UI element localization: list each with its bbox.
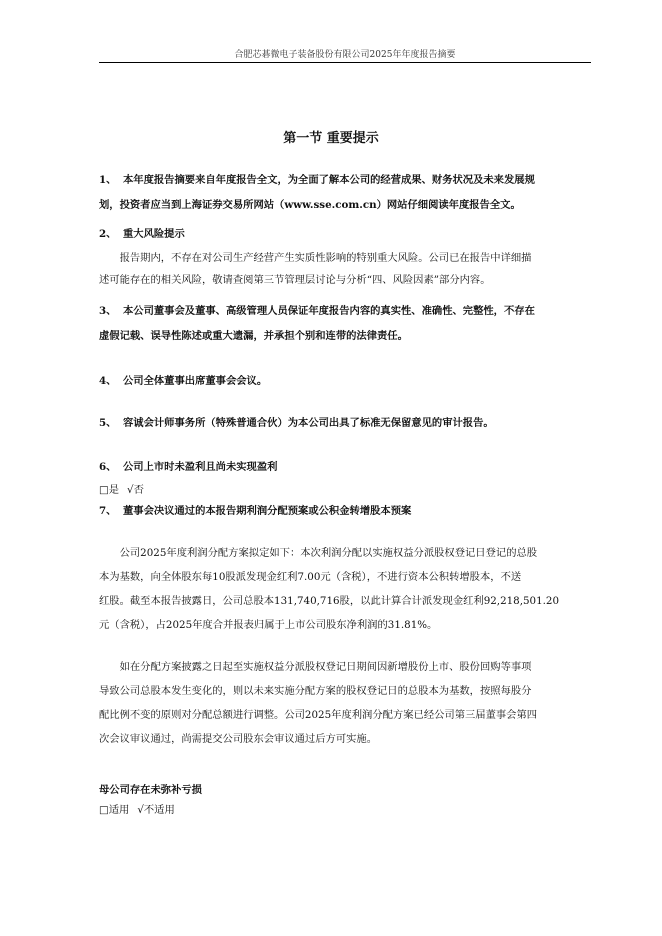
item-number: 6、 — [99, 461, 117, 473]
option-not-apply-checkbox: √不适用 — [137, 804, 175, 816]
unremedied-loss-title: 母公司存在未弥补亏损 — [99, 784, 202, 796]
section-title: 第一节 重要提示 — [283, 131, 379, 146]
item-1-text-line1: 本年度报告摘要来自年度报告全文，为全面了解本公司的经营成果、财务状况及未来发展规 — [123, 174, 535, 186]
item-2 — [99, 222, 591, 291]
item-4-text: 公司全体董事出席董事会会议。 — [123, 375, 268, 387]
paragraph-line: 配比例不变的原则对分配总额进行调整。公司2025年度利润分配方案已经公司第三届董事会第四 — [99, 709, 538, 721]
item-number: 1、 — [99, 174, 117, 186]
distribution-paragraph-2 — [99, 655, 591, 751]
paragraph-line: 红股。截至本报告披露日，公司总股本131,740,716股，以此计算合计派发现金红利92,218,501.20 — [99, 595, 560, 607]
unremedied-loss-options — [99, 800, 591, 820]
item-1-text-line2: 划，投资者应当到上海证券交易所网站（www.sse.com.cn）网站仔细阅读年度报告全文。 — [99, 199, 521, 211]
paragraph-line: 元（含税），占2025年度合并报表归属于上市公司股东净利润的31.81%。 — [99, 619, 438, 631]
distribution-paragraph-1 — [99, 541, 591, 637]
item-number: 2、 — [99, 228, 117, 240]
option-apply-checkbox: □适用 — [99, 804, 130, 816]
item-number: 5、 — [99, 417, 117, 429]
item-3-text-line2: 虚假记载、误导性陈述或重大遗漏，并承担个别和连带的法律责任。 — [99, 330, 408, 342]
item-4 — [99, 369, 591, 394]
item-3-text-line1: 本公司董事会及董事、高级管理人员保证年度报告内容的真实性、准确性、完整性，不存在 — [123, 305, 535, 317]
paragraph-line: 导致公司总股本发生变化的，则以未来实施分配方案的股权登记日的总股本为基数，按照每股分 — [99, 685, 532, 697]
paragraph-line: 本为基数，向全体股东每10股派发现金红利7.00元（含税），不进行资本公积转增股本，不送 — [99, 571, 522, 583]
item-6-options — [99, 480, 591, 500]
item-1 — [99, 168, 591, 218]
header-rule — [99, 62, 591, 63]
item-5-text: 容诚会计师事务所（特殊普通合伙）为本公司出具了标准无保留意见的审计报告。 — [123, 417, 494, 429]
unremedied-loss — [99, 780, 591, 820]
paragraph-line: 次会议审议通过，尚需提交公司股东会审议通过后方可实施。 — [99, 733, 378, 745]
item-7 — [99, 499, 591, 524]
item-2-body-line2: 述可能存在的相关风险，敬请查阅第三节管理层讨论与分析“四、风险因素”部分内容。 — [99, 274, 491, 286]
item-6-text: 公司上市时未盈利且尚未实现盈利 — [123, 461, 278, 473]
option-yes-checkbox: □是 — [99, 484, 120, 496]
item-3 — [99, 299, 591, 349]
item-number: 4、 — [99, 375, 117, 387]
item-6 — [99, 455, 591, 500]
running-header: 合肥芯碁微电子装备股份有限公司2025年年度报告摘要 — [234, 50, 456, 60]
item-2-title: 重大风险提示 — [123, 228, 185, 240]
paragraph-line: 如在分配方案披露之日起至实施权益分派股权登记日期间因新增股份上市、股份回购等事项 — [119, 661, 532, 673]
item-2-body-line1: 报告期内，不存在对公司生产经营产生实质性影响的特别重大风险。公司已在报告中详细描 — [119, 252, 532, 264]
item-7-text: 董事会决议通过的本报告期利润分配预案或公积金转增股本预案 — [123, 505, 412, 517]
item-number: 3、 — [99, 305, 117, 317]
option-no-checkbox: √否 — [127, 484, 144, 496]
paragraph-line: 公司2025年度利润分配方案拟定如下：本次利润分配以实施权益分派股权登记日登记的总股 — [119, 547, 538, 559]
item-5 — [99, 411, 591, 436]
item-number: 7、 — [99, 505, 117, 517]
